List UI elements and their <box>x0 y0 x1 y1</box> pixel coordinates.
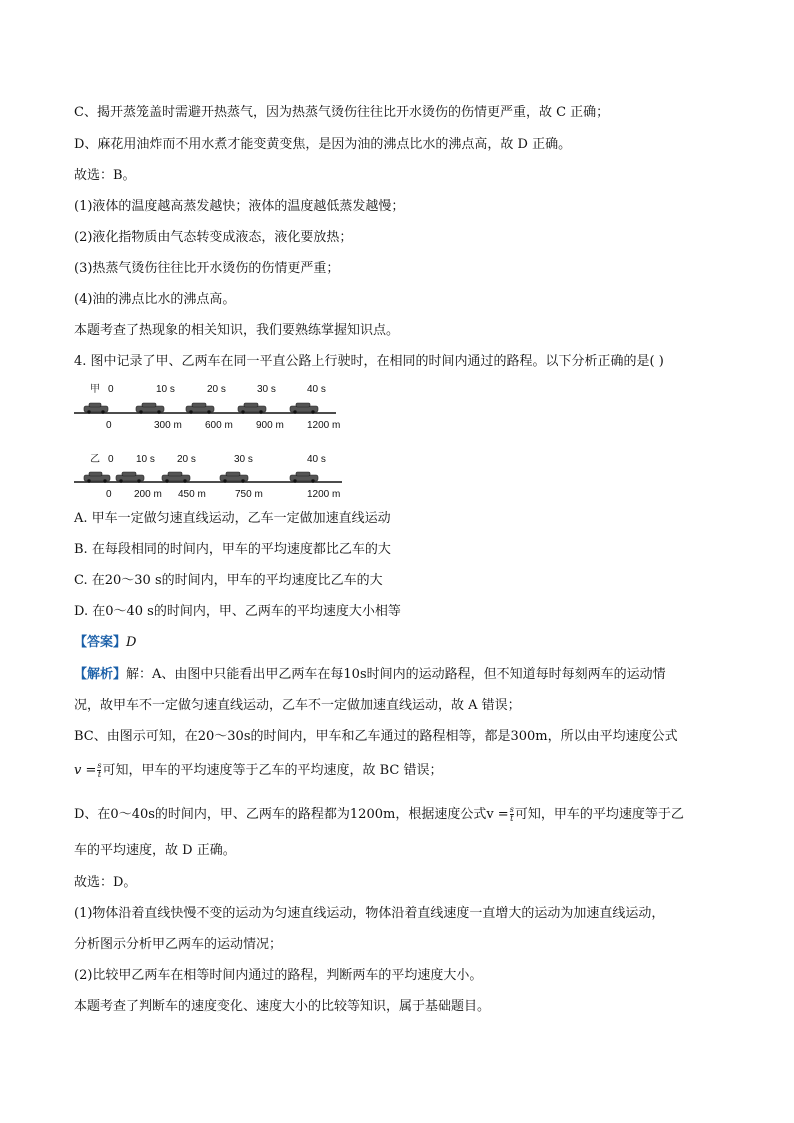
car-motion-diagram <box>74 378 364 502</box>
formula-numerator: s <box>97 761 102 770</box>
choice-line: 故选：D。 <box>74 875 137 890</box>
formula-denominator-2: t <box>510 814 514 823</box>
yi-cars <box>84 472 318 483</box>
prev-note-2: (2)液化指物质由气态转变成液态，液化要放热； <box>74 230 353 245</box>
formula-v: v = <box>74 763 97 778</box>
jia-cars <box>84 403 318 414</box>
analysis-line-5 <box>74 806 684 824</box>
note-1: (1)物体沿着直线快慢不变的运动为匀速直线运动，物体沿着直线速度一直增大的运动为加速直线运动， <box>74 906 665 921</box>
jia-dist-1: 300 m <box>154 420 182 431</box>
car-motion-figure <box>74 378 364 502</box>
formula-fraction <box>97 762 101 779</box>
answer-line <box>74 634 136 652</box>
yi-time-4: 40 s <box>307 454 326 465</box>
option-c: C. 在20～30 s的时间内，甲车的平均速度比乙车的大 <box>74 573 383 588</box>
car-icon <box>290 472 318 483</box>
analysis-line-3: BC、由图示可知，在20～30s的时间内，甲车和乙车通过的路程相等，都是300m，所以由平均速度公式 <box>74 729 678 744</box>
formula-fraction-2 <box>510 806 514 823</box>
analysis-line-2: 况，故甲车不一定做匀速直线运动，乙车不一定做加速直线运动，故 A 错误； <box>74 698 521 713</box>
prev-summary: 本题考查了热现象的相关知识，我们要熟练掌握知识点。 <box>74 323 400 338</box>
yi-dist-3: 750 m <box>235 489 263 500</box>
jia-dist-0: 0 <box>106 420 112 431</box>
prev-option-c: C、揭开蒸笼盖时需避开热蒸气，因为热蒸气烫伤往往比开水烫伤的伤情更严重，故 C 正确； <box>74 105 610 120</box>
analysis-line-1 <box>74 666 666 684</box>
prev-note-3: (3)热蒸气烫伤往往比开水烫伤的伤情更严重； <box>74 261 340 276</box>
note-2: (2)比较甲乙两车在相等时间内通过的路程，判断两车的平均速度大小。 <box>74 968 483 983</box>
jia-label: 甲 <box>90 384 100 395</box>
option-d: D. 在0～40 s的时间内，甲、乙两车的平均速度大小相等 <box>74 604 401 619</box>
yi-dist-1: 200 m <box>134 489 162 500</box>
answer-value: D <box>126 635 137 650</box>
jia-time-3: 30 s <box>257 384 276 395</box>
option-a: A. 甲车一定做匀速直线运动，乙车一定做加速直线运动 <box>74 511 391 526</box>
analysis-line-6: 车的平均速度，故 D 正确。 <box>74 843 236 858</box>
prev-option-d: D、麻花用油炸而不用水煮才能变黄变焦，是因为油的沸点比水的沸点高，故 D 正确。 <box>74 137 572 152</box>
yi-time-3: 30 s <box>234 454 253 465</box>
car-icon <box>238 403 266 414</box>
car-icon <box>136 403 164 414</box>
formula-denominator: t <box>97 770 102 779</box>
jia-dist-3: 900 m <box>256 420 284 431</box>
note-1b: 分析图示分析甲乙两车的运动情况； <box>74 937 283 952</box>
summary: 本题考查了判断车的速度变化、速度大小的比较等知识，属于基础题目。 <box>74 999 491 1014</box>
jia-time-1: 10 s <box>156 384 175 395</box>
jia-dist-4: 1200 m <box>307 420 341 431</box>
car-icon <box>186 403 214 414</box>
prev-choice: 故选：B。 <box>74 168 136 183</box>
formula-numerator-2: s <box>509 805 514 814</box>
analysis-line-4 <box>74 762 443 780</box>
analysis-tag: 【解析】 <box>74 667 127 682</box>
analysis-text-4: 可知，甲车的平均速度等于乙车的平均速度，故 BC 错误； <box>102 763 443 778</box>
car-icon <box>290 403 318 414</box>
jia-time-0: 0 <box>108 384 114 395</box>
analysis-text-5a: D、在0～40s的时间内，甲、乙两车的路程都为1200m，根据速度公式v = <box>74 807 509 822</box>
question-stem: 4. 图中记录了甲、乙两车在同一平直公路上行驶时，在相同的时间内通过的路程。以下分析正确的是( ) <box>74 354 664 369</box>
jia-dist-2: 600 m <box>205 420 233 431</box>
answer-tag: 【答案】 <box>74 635 127 650</box>
car-icon <box>116 472 144 483</box>
analysis-text-5b: 可知，甲车的平均速度等于乙 <box>514 807 684 822</box>
car-icon <box>84 472 110 483</box>
yi-time-1: 10 s <box>136 454 155 465</box>
car-icon <box>162 472 190 483</box>
yi-dist-2: 450 m <box>178 489 206 500</box>
yi-dist-0: 0 <box>106 489 112 500</box>
car-icon <box>220 472 248 483</box>
option-b: B. 在每段相同的时间内，甲车的平均速度都比乙车的大 <box>74 542 391 557</box>
yi-time-2: 20 s <box>177 454 196 465</box>
yi-time-0: 0 <box>108 454 114 465</box>
yi-label: 乙 <box>90 454 100 465</box>
car-icon <box>84 403 108 414</box>
jia-time-4: 40 s <box>307 384 326 395</box>
prev-note-4: (4)油的沸点比水的沸点高。 <box>74 292 236 307</box>
prev-note-1: (1)液体的温度越高蒸发越快；液体的温度越低蒸发越慢； <box>74 199 405 214</box>
analysis-text-1: 解：A、由图中只能看出甲乙两车在每10s时间内的运动路程，但不知道每时每刻两车的运动情 <box>126 667 666 682</box>
jia-time-2: 20 s <box>207 384 226 395</box>
yi-dist-4: 1200 m <box>307 489 341 500</box>
